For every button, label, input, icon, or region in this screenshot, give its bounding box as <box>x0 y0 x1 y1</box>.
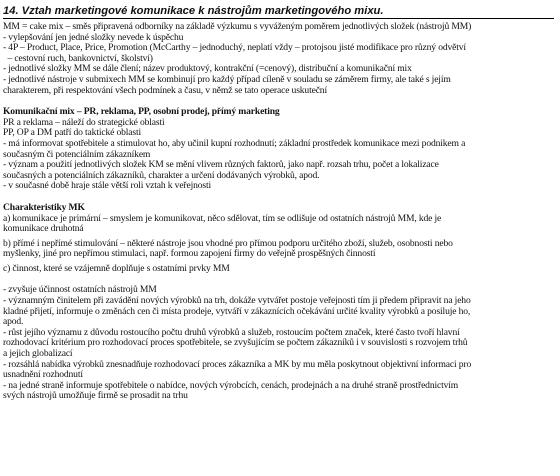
text-line: apod. <box>3 316 24 328</box>
text-line: – cestovní ruch, bankovnictví, školství) <box>3 52 153 64</box>
text-line: - má informovat spotřebitele a stimulovat ho, aby učinil kupní rozhodnutí; základní prostředek komunikace mezi podnikem a <box>3 137 466 149</box>
text-line: - vylepšování jen jedné složky nevede k úspěchu <box>3 31 184 43</box>
text-line: charakterem, při respektování všech podmínek a času, v němž se tato operace uskuteční <box>3 84 327 96</box>
section-heading: Komunikační mix – PR, reklama, PP, osobní prodej, přímý marketing <box>3 106 280 118</box>
text-line: - 4P – Product, Place, Price, Promotion (McCarthy – jednoduchý, neplatí vždy – protojsou jisté modifikace pro různý odvětví <box>3 42 466 54</box>
text-line: rozhodovací kritérium pro rozhodovací proces spotřebitele, se zvyšujícím se počtem zákazníků i v souvislosti s rozvojem trhů <box>3 337 468 349</box>
text-line: - zvyšuje účinnost ostatních nástrojů MM <box>3 284 157 296</box>
section-marketing-mix <box>3 22 554 96</box>
text-line: současným či potenciálním zákazníkem <box>3 148 151 160</box>
text-line: - jednotlivé složky MM se dále člení; název produktový, kontrakční (=cenový), distribuční a komunikační mix <box>3 63 412 75</box>
section-heading: Charakteristiky MK <box>3 201 85 213</box>
text-line: - na jedné straně informuje spotřebitele o nabídce, nových výrobcích, cenách, prodejnách a na druhé straně prostřednictvím <box>3 379 459 391</box>
text-line: - v současné době hraje stále větší roli vztah k veřejnosti <box>3 180 212 192</box>
text-line: PR a reklama – náleží do strategické oblasti <box>3 116 165 128</box>
text-line: c) činnost, které se vzájemně doplňuje s ostatními prvky MM <box>3 262 230 274</box>
text-line: - jednotlivé nástroje v submixech MM se kombinují pro každý případ cíleně v souladu se záměrem firmy, ale také s jejím <box>3 73 451 85</box>
text-line: myšlenky, jiné pro nepřímou stimulaci, např. formou zapojení firmy do veřejně prospěšných činností <box>3 248 376 260</box>
text-line: - význam a použití jednotlivých složek KM se mění vlivem různých faktorů, jako např. rozsah trhu, počet a lokalizace <box>3 159 439 171</box>
text-line: b) přímé i nepřímé stimulování – některé nástroje jsou vhodné pro přímou podporu určitého zboží, služeb, osobnosti nebo <box>3 237 453 249</box>
text-line: - rozsáhlá nabídka výrobků znesnadňuje rozhodovací proces zákazníka a MK by mu měla poskytnout objektivní informaci pro <box>3 358 472 370</box>
document-title: 14. Vztah marketingové komunikace k nástrojům marketingového mixu. <box>3 5 554 19</box>
text-line: - významným činitelem při zavádění nových výrobků na trh, dokáže vytvářet postoje veřejnosti tím ji předem připravit na jeho <box>3 295 471 307</box>
text-line: - růst jejího významu z důvodu rostoucího počtu druhů výrobků a služeb, rostoucím počtem značek, které často tvoří hlavní <box>3 326 460 338</box>
text-line: MM = cake mix – směs připravená odborníky na základě výzkumu s vyváženým poměrem jednotlivých složek (nástrojů MM) <box>3 21 472 32</box>
text-line: a jejich globalizací <box>3 348 73 360</box>
text-line: současných a potenciálních zákazníků, charakter a určení dodávaných výrobků, apod. <box>3 169 320 181</box>
text-line: PP, OP a DM patří do taktické oblasti <box>3 127 141 139</box>
text-line: usnadnění rozhodnutí <box>3 369 83 381</box>
text-line: kladné přijetí, informuje o změnách cen či místa prodeje, vytváří v zákaznících očekávání určité kvality výrobků a posiluje ho, <box>3 305 471 317</box>
text-line: a) komunikace je primární – smyslem je komunikovat, něco sdělovat, tím se odlišuje od ostatních nástrojů MM, kde je <box>3 212 442 224</box>
text-line: svých nástrojů umožňuje firmě se prosadit na trhu <box>3 390 188 402</box>
text-line: komunikace druhotná <box>3 223 84 235</box>
section-characteristics <box>3 203 554 402</box>
section-communication-mix <box>3 107 554 192</box>
